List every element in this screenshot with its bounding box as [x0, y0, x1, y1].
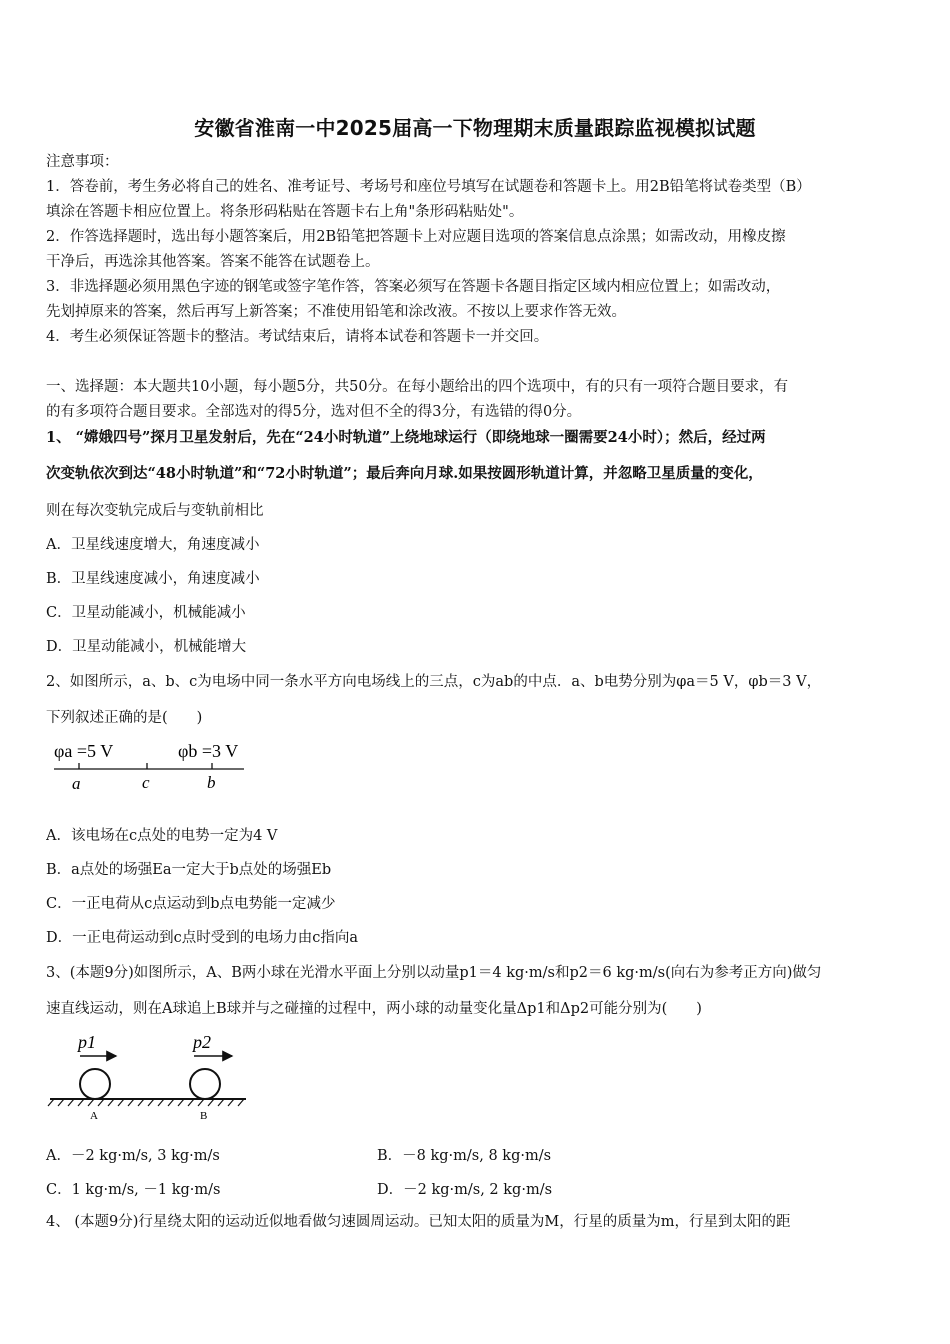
point-b-label: b — [207, 773, 216, 792]
q2-option-b[interactable]: B．a点处的场强Ea一定大于b点处的场强Eb — [46, 862, 332, 878]
ball-a-label: A — [90, 1110, 98, 1122]
question-3-text: 速直线运动，则在A球追上B球并与之碰撞的过程中，两小球的动量变化量Δp1和Δp2可能分别为( ) — [46, 1001, 702, 1017]
ground-hatch — [48, 1099, 244, 1106]
q3-option-a[interactable]: A．－2 kg·m/s, 3 kg·m/s — [46, 1148, 220, 1164]
balls-figure — [46, 1030, 251, 1125]
q1-option-d[interactable]: D．卫星动能减小，机械能增大 — [46, 639, 247, 655]
question-1-text: 次变轨依次到达“48小时轨道”和“72小时轨道”；最后奔向月球.如果按圆形轨道计算，并忽略卫星质量的变化， — [46, 465, 763, 482]
question-2-text: 下列叙述正确的是( ) — [46, 710, 203, 726]
ball-b — [190, 1069, 220, 1099]
notice-item: 2．作答选择题时，选出每小题答案后，用2B铅笔把答题卡上对应题目选项的答案信息点涂黑；如需改动，用橡皮擦 — [46, 229, 786, 245]
section-intro: 的有多项符合题目要求。全部选对的得5分，选对但不全的得3分，有选错的得0分。 — [46, 404, 582, 420]
question-1-text: 则在每次变轨完成后与变轨前相比 — [46, 503, 264, 519]
q3-option-c[interactable]: C．1 kg·m/s, －1 kg·m/s — [46, 1182, 221, 1198]
question-4-text: 4、 (本题9分)行星绕太阳的运动近似地看做匀速圆周运动。已知太阳的质量为M，行星的质量为m，行星到太阳的距 — [46, 1214, 791, 1230]
question-3-text: 3、(本题9分)如图所示，A、B两小球在光滑水平面上分别以动量p1＝4 kg·m/s和p2＝6 kg·m/s(向右为参考正方向)做匀 — [46, 965, 822, 981]
ball-a — [80, 1069, 110, 1099]
notice-heading: 注意事项： — [46, 154, 119, 170]
q3-option-d[interactable]: D．－2 kg·m/s, 2 kg·m/s — [377, 1182, 553, 1198]
notice-item: 4．考生必须保证答题卡的整洁。考试结束后，请将本试卷和答题卡一并交回。 — [46, 329, 549, 345]
q1-option-c[interactable]: C．卫星动能减小，机械能减小 — [46, 605, 246, 621]
q3-option-b[interactable]: B．－8 kg·m/s, 8 kg·m/s — [377, 1148, 552, 1164]
question-2-text: 2、如图所示，a、b、c为电场中同一条水平方向电场线上的三点，c为ab的中点．a、b电势分别为φa＝5 V，φb＝3 V， — [46, 674, 822, 690]
point-a-label: a — [72, 774, 81, 793]
notice-item: 填涂在答题卡相应位置上。将条形码粘贴在答题卡右上角"条形码粘贴处"。 — [46, 204, 524, 220]
q1-option-a[interactable]: A．卫星线速度增大，角速度减小 — [46, 537, 260, 553]
phi-b-label: φb =3 V — [178, 741, 239, 761]
notice-item: 先划掉原来的答案，然后再写上新答案；不准使用铅笔和涂改液。不按以上要求作答无效。 — [46, 304, 626, 320]
page-title: 安徽省淮南一中2025届高一下物理期末质量跟踪监视模拟试题 — [194, 116, 756, 140]
notice-item: 1．答卷前，考生务必将自己的姓名、准考证号、考场号和座位号填写在试题卷和答题卡上。用2B铅笔将试卷类型（B） — [46, 179, 811, 195]
question-1-text: 1、 “嫦娥四号”探月卫星发射后，先在“24小时轨道”上绕地球运行（即绕地球一圈需要24小时）；然后，经过两 — [46, 429, 766, 446]
p1-label: p1 — [78, 1032, 96, 1052]
notice-item: 3．非选择题必须用黑色字迹的钢笔或签字笔作答，答案必须写在答题卡各题目指定区域内相应位置上；如需改动， — [46, 279, 781, 295]
field-line-figure — [46, 735, 256, 797]
q2-option-d[interactable]: D．一正电荷运动到c点时受到的电场力由c指向a — [46, 930, 359, 946]
phi-a-label: φa =5 V — [54, 741, 114, 761]
p2-label: p2 — [193, 1032, 211, 1052]
q2-option-a[interactable]: A．该电场在c点处的电势一定为4 V — [46, 828, 278, 844]
q2-option-c[interactable]: C．一正电荷从c点运动到b点电势能一定减少 — [46, 896, 336, 912]
section-intro: 一、选择题：本大题共10小题，每小题5分，共50分。在每小题给出的四个选项中，有的只有一项符合题目要求，有 — [46, 379, 789, 395]
ball-b-label: B — [200, 1110, 208, 1122]
point-c-label: c — [142, 773, 150, 792]
notice-item: 干净后，再选涂其他答案。答案不能答在试题卷上。 — [46, 254, 380, 270]
q1-option-b[interactable]: B．卫星线速度减小，角速度减小 — [46, 571, 260, 587]
